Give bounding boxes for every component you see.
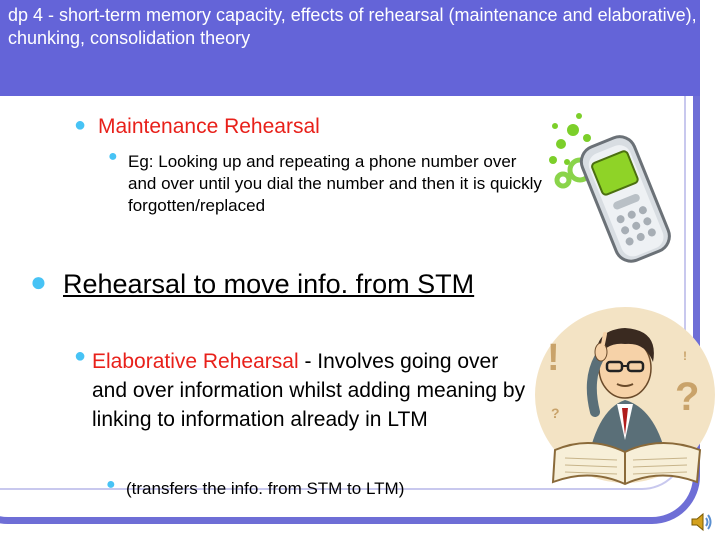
transfer-note-text: (transfers the info. from STM to LTM)	[126, 479, 405, 498]
title-bar	[0, 0, 700, 96]
bullet-dot-icon: ●	[74, 114, 87, 136]
svg-text:?: ?	[675, 375, 700, 419]
maintenance-example-text: Eg: Looking up and repeating a phone number over and over until you dial the number and then it is quickly forgotten/replaced	[128, 152, 542, 215]
main-point-text: Rehearsal to move info. from STM	[63, 269, 475, 299]
elaborative-description: - Involves going over and over information whilst adding meaning by linking to information already in LTM	[92, 350, 526, 431]
elaborative-heading: Elaborative Rehearsal	[92, 350, 299, 373]
bullet-dot-icon: ●	[108, 148, 118, 165]
slide-title: dp 4 - short-term memory capacity, effects of rehearsal (maintenance and elaborative), chunking, consolidation theory	[8, 5, 697, 48]
svg-text:!: !	[547, 337, 560, 379]
svg-text:?: ?	[551, 405, 560, 421]
bullet-dot-icon: ●	[30, 266, 47, 297]
mobile-phone-illustration	[545, 108, 675, 268]
svg-text:!: !	[683, 349, 687, 363]
bullet-dot-icon: ●	[106, 476, 116, 493]
speaker-icon[interactable]	[689, 510, 713, 534]
man-reading-book-illustration	[525, 300, 720, 490]
maintenance-heading: Maintenance Rehearsal	[98, 115, 320, 138]
elaborative-text	[92, 347, 532, 434]
bullet-dot-icon: ●	[74, 345, 87, 367]
